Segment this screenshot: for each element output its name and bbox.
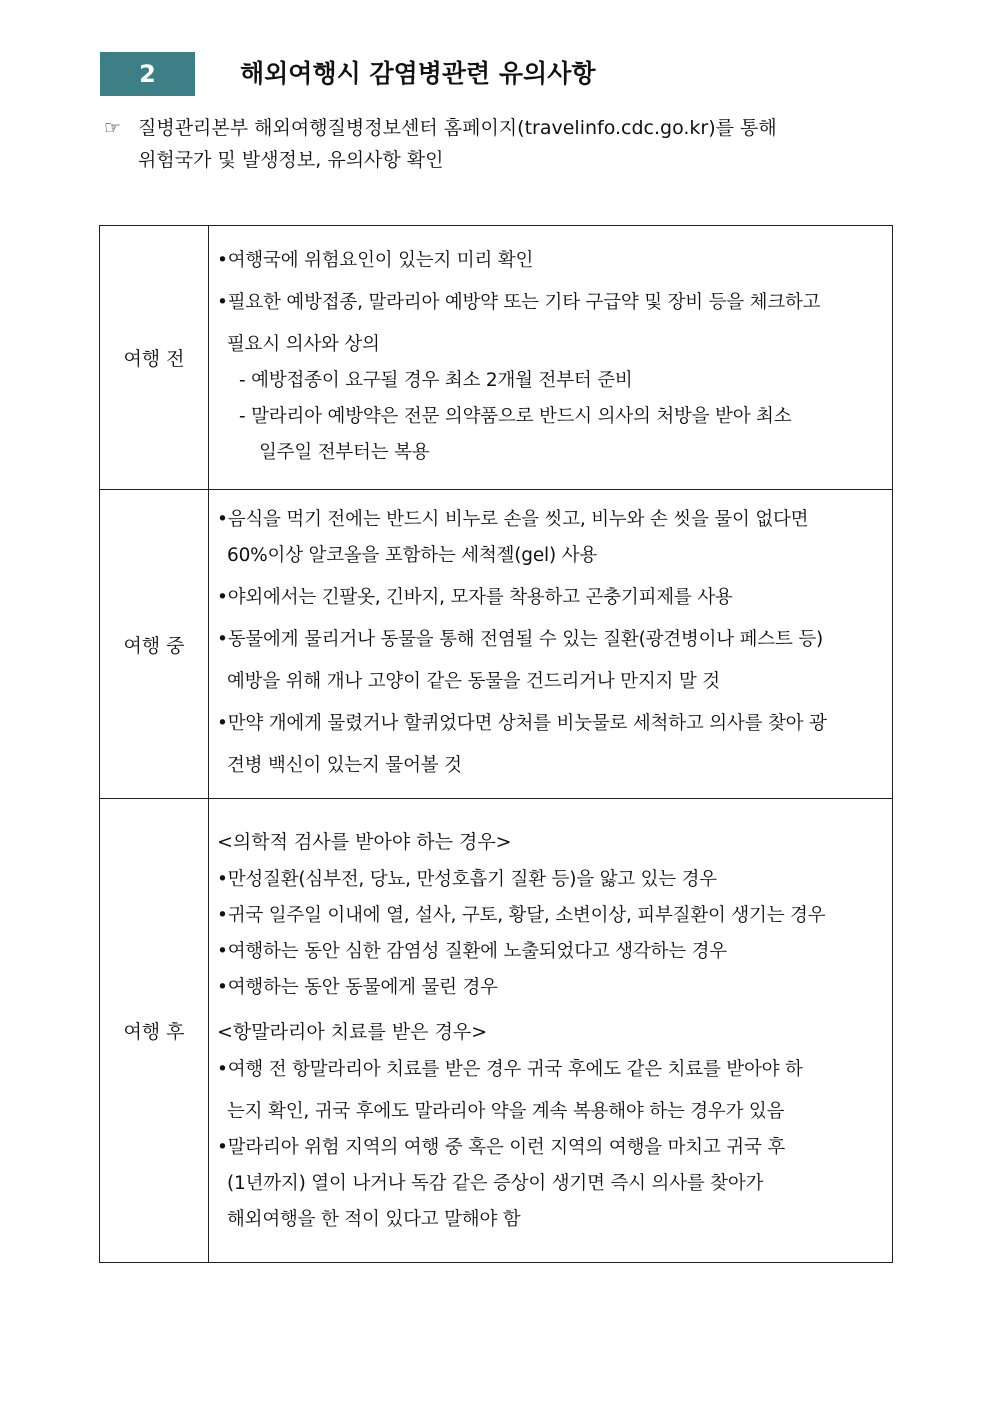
- list-item: •만약 개에게 물렸거나 할퀴었다면 상처를 비눗물로 세척하고 의사를 찾아 광: [217, 713, 827, 734]
- list-item: •동물에게 물리거나 동물을 통해 전염될 수 있는 질환(광견병이나 페스트 등): [217, 629, 824, 650]
- table-row-after-travel: [100, 799, 893, 1263]
- table-row-before-travel: [100, 226, 893, 490]
- intro-line-2: 위험국가 및 발생정보, 유의사항 확인: [138, 149, 444, 171]
- list-item: •만성질환(심부전, 당뇨, 만성호흡기 질환 등)을 앓고 있는 경우: [217, 868, 717, 890]
- list-item-continued: 는지 확인, 귀국 후에도 말라리아 약을 계속 복용해야 하는 경우가 있음: [227, 1100, 785, 1122]
- list-item: •음식을 먹기 전에는 반드시 비누로 손을 씻고, 비누와 손 씻을 물이 없다면: [217, 509, 809, 530]
- list-item: •여행국에 위험요인이 있는지 미리 확인: [217, 249, 534, 271]
- before-travel-content: [209, 226, 893, 490]
- section-title: 해외여행시 감염병관련 유의사항: [240, 59, 596, 88]
- list-item-continued: 필요시 의사와 상의: [227, 333, 380, 355]
- subheading-medical-check: <의학적 검사를 받아야 하는 경우>: [217, 830, 512, 853]
- during-travel-content: [209, 490, 893, 799]
- list-item-continued: (1년까지) 열이 나거나 독감 같은 증상이 생기면 즉시 의사를 찾아가: [227, 1172, 764, 1194]
- sub-item: - 예방접종이 요구될 경우 최소 2개월 전부터 준비: [239, 369, 633, 391]
- list-item: •여행 전 항말라리아 치료를 받은 경우 귀국 후에도 같은 치료를 받아야 하: [217, 1058, 803, 1080]
- list-item: •말라리아 위험 지역의 여행 중 혹은 이런 지역의 여행을 마치고 귀국 후: [217, 1136, 785, 1158]
- list-item: •필요한 예방접종, 말라리아 예방약 또는 기타 구급약 및 장비 등을 체크하고: [217, 291, 821, 313]
- intro-text-1: 질병관리본부 해외여행질병정보센터 홈페이지(travelinfo.cdc.go.kr)를 통해: [138, 117, 777, 139]
- sub-item: - 말라리아 예방약은 전문 의약품으로 반드시 의사의 처방을 받아 최소: [239, 405, 792, 427]
- subheading-antimalarial: <항말라리아 치료를 받은 경우>: [217, 1020, 488, 1043]
- intro-line-1: [104, 112, 904, 144]
- phase-label-before: 여행 전: [100, 226, 209, 490]
- after-travel-content: [209, 799, 893, 1263]
- list-item: •귀국 일주일 이내에 열, 설사, 구토, 황달, 소변이상, 피부질환이 생기는 경우: [217, 904, 826, 926]
- phase-label-during: 여행 중: [100, 490, 209, 799]
- list-item-continued: 해외여행을 한 적이 있다고 말해야 함: [227, 1208, 521, 1230]
- list-item: •여행하는 동안 동물에게 물린 경우: [217, 976, 498, 998]
- list-item-continued: 견병 백신이 있는지 물어볼 것: [227, 755, 462, 776]
- pointing-hand-icon: ☞: [104, 117, 122, 139]
- intro-note: [104, 112, 904, 176]
- section-header: [100, 52, 900, 96]
- travel-guide-table: [99, 225, 893, 1263]
- list-item-continued: 예방을 위해 개나 고양이 같은 동물을 건드리거나 만지지 말 것: [227, 671, 720, 692]
- sub-item-continued: 일주일 전부터는 복용: [259, 441, 430, 463]
- list-item: •야외에서는 긴팔옷, 긴바지, 모자를 착용하고 곤충기피제를 사용: [217, 587, 733, 608]
- list-item: •여행하는 동안 심한 감염성 질환에 노출되었다고 생각하는 경우: [217, 940, 727, 962]
- table-row-during-travel: [100, 490, 893, 799]
- section-number-badge: 2: [100, 52, 195, 96]
- list-item-continued: 60%이상 알코올을 포함하는 세척젤(gel) 사용: [227, 545, 598, 566]
- phase-label-after: 여행 후: [100, 799, 209, 1263]
